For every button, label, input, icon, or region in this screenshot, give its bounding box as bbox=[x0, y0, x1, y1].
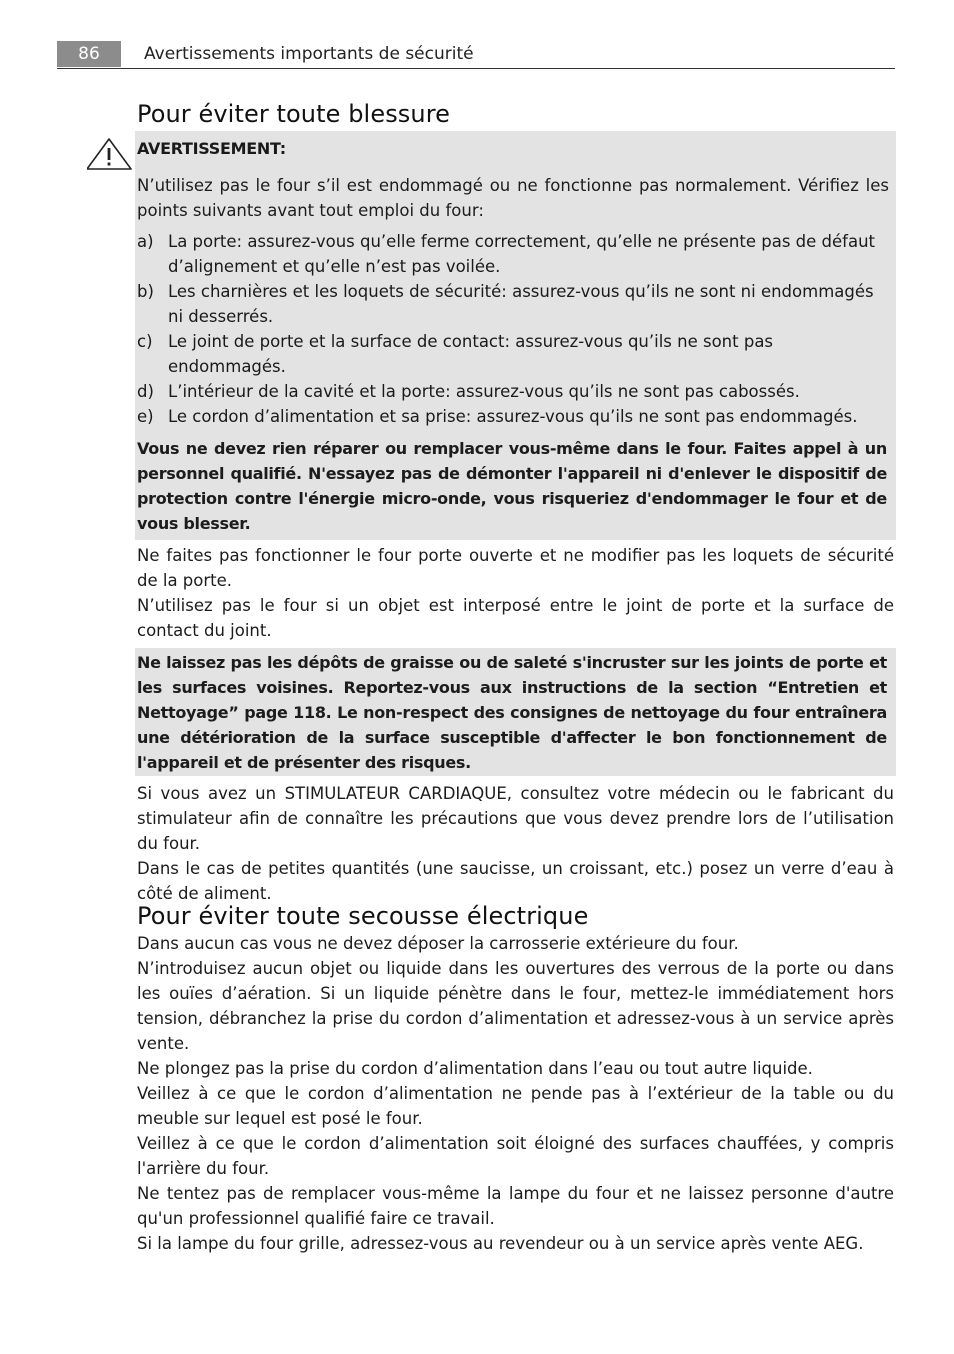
header-rule bbox=[57, 68, 895, 69]
paragraph: Si vous avez un STIMULATEUR CARDIAQUE, consultez votre médecin ou le fabricant du stimulateur afin de connaître les précautions que vous devez prendre lors de l’utilisation du four. bbox=[137, 784, 894, 853]
warning-title: AVERTISSEMENT: bbox=[137, 139, 286, 158]
list-item-label: d) bbox=[137, 382, 154, 401]
paragraph: Dans aucun cas vous ne devez déposer la carrosserie extérieure du four. bbox=[137, 934, 739, 953]
paragraph: Ne faites pas fonctionner le four porte ouverte et ne modifier pas les loquets de sécurité de la porte. bbox=[137, 546, 894, 590]
section-heading-injury: Pour éviter toute blessure bbox=[137, 100, 451, 128]
warning-intro: N’utilisez pas le four s’il est endommagé ou ne fonctionne pas normalement. Vérifiez les points suivants avant tout emploi du four: bbox=[137, 176, 889, 220]
list-item bbox=[137, 404, 889, 429]
list-item bbox=[137, 379, 889, 404]
list-item-label: a) bbox=[137, 232, 154, 251]
list-item-text: Le cordon d’alimentation et sa prise: assurez-vous qu’ils ne sont pas endommagés. bbox=[168, 407, 858, 426]
list-item-label: b) bbox=[137, 282, 154, 301]
paragraph: Si la lampe du four grille, adressez-vous au revendeur ou à un service après vente AEG. bbox=[137, 1234, 864, 1253]
warning-triangle-icon bbox=[87, 137, 133, 171]
list-item bbox=[137, 279, 889, 329]
warning-bold-note: Vous ne devez rien réparer ou remplacer vous-même dans le four. Faites appel à un personnel qualifié. N'essayez pas de démonter l'appareil ni d'enlever le dispositif de protection contre l'énergie micro-onde, vous risqueriez d'endommager le four et de vous blesser. bbox=[137, 439, 887, 533]
electric-paragraphs bbox=[137, 931, 894, 1256]
paragraph: Veillez à ce que le cordon d’alimentation soit éloigné des surfaces chauffées, y compris l'arrière du four. bbox=[137, 1134, 894, 1178]
check-list bbox=[137, 229, 889, 429]
list-item-label: c) bbox=[137, 332, 153, 351]
section-heading-electric: Pour éviter toute secousse électrique bbox=[137, 902, 589, 930]
paragraph: Dans le cas de petites quantités (une saucisse, un croissant, etc.) posez un verre d’eau à côté de aliment. bbox=[137, 859, 894, 903]
list-item bbox=[137, 229, 889, 279]
paragraph: Ne plongez pas la prise du cordon d’alimentation dans l’eau ou tout autre liquide. bbox=[137, 1059, 813, 1078]
list-item-text: La porte: assurez-vous qu’elle ferme correctement, qu’elle ne présente pas de défaut d’alignement et qu’elle n’est pas voilée. bbox=[168, 232, 876, 276]
paragraph: N’utilisez pas le four si un objet est interposé entre le joint de porte et la surface de contact du joint. bbox=[137, 596, 894, 640]
paragraph: N’introduisez aucun objet ou liquide dans les ouvertures des verrous de la porte ou dans les ouïes d’aération. Si un liquide pénètre dans le four, mettez-le immédiatement hors tension, débranchez la prise du cordon d’alimentation et adressez-vous à un service après vente. bbox=[137, 959, 894, 1053]
page-number: 86 bbox=[57, 41, 121, 67]
list-item-text: L’intérieur de la cavité et la porte: assurez-vous qu’ils ne sont pas cabossés. bbox=[168, 382, 800, 401]
list-item-text: Les charnières et les loquets de sécurité: assurez-vous qu’ils ne sont ni endommagés ni desserrés. bbox=[168, 282, 874, 326]
list-item bbox=[137, 329, 889, 379]
list-item-text: Le joint de porte et la surface de contact: assurez-vous qu’ils ne sont pas endommagés. bbox=[168, 332, 774, 376]
cleaning-bold-note: Ne laissez pas les dépôts de graisse ou de saleté s'incruster sur les joints de porte et les surfaces voisines. Reportez-vous aux instructions de la section “Entretien et Nettoyage” page 118. Le non-respect des consignes de nettoyage du four entraînera une détérioration de la surface susceptible d'affecter le bon fonctionnement de l'appareil et de présenter des risques. bbox=[137, 653, 887, 772]
paragraph: Veillez à ce que le cordon d’alimentation ne pende pas à l’extérieur de la table ou du meuble sur lequel est posé le four. bbox=[137, 1084, 894, 1128]
paragraph: Ne tentez pas de remplacer vous-même la lampe du four et ne laissez personne d'autre qu'un professionnel qualifié faire ce travail. bbox=[137, 1184, 894, 1228]
list-item-label: e) bbox=[137, 407, 154, 426]
running-header-title: Avertissements importants de sécurité bbox=[144, 44, 474, 64]
